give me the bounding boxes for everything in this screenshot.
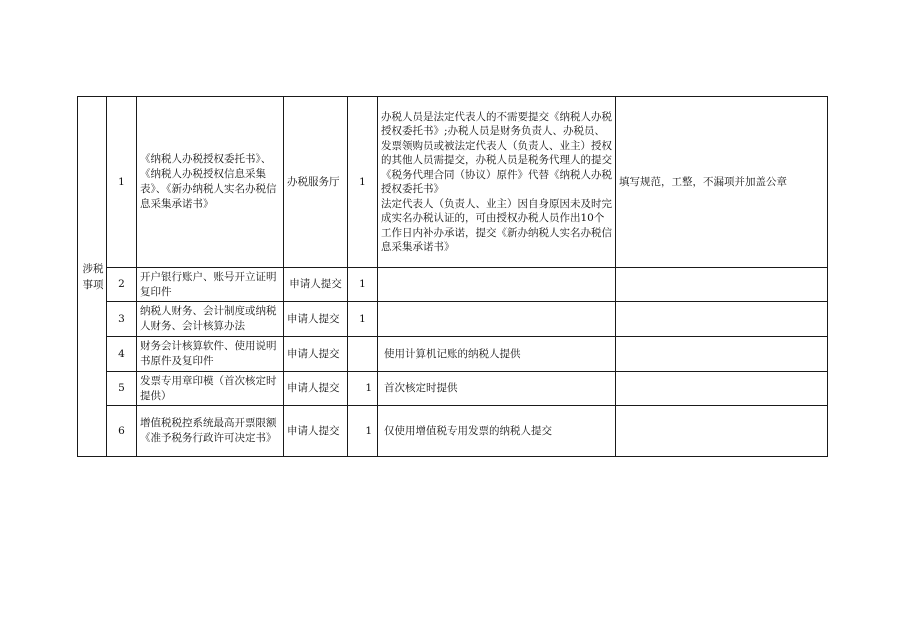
- row-number: 4: [107, 337, 137, 372]
- table-row: [78, 372, 828, 406]
- material-source: 申请人提交: [284, 302, 348, 337]
- requirement-text: [616, 372, 828, 406]
- remark-text: [378, 302, 616, 337]
- table-row: [78, 268, 828, 302]
- row-number: 6: [107, 406, 137, 457]
- material-name: 《纳税人办税授权委托书》、《纳税人办税授权信息采集表》、《新办纳税人实名办税信息采集承诺书》: [137, 97, 284, 268]
- requirement-text: 填写规范，工整，不漏项并加盖公章: [616, 97, 828, 268]
- table-row: [78, 337, 828, 372]
- copies-count: 1: [348, 302, 378, 337]
- copies-count: [348, 337, 378, 372]
- materials-table: [77, 96, 828, 457]
- remark-text: 首次核定时提供: [378, 372, 616, 406]
- group-label: 涉税事项: [82, 262, 104, 291]
- requirement-text: [616, 268, 828, 302]
- requirement-text: [616, 337, 828, 372]
- material-name: 发票专用章印模（首次核定时提供）: [137, 372, 284, 406]
- row-number: 3: [107, 302, 137, 337]
- material-source: 申请人提交: [284, 372, 348, 406]
- copies-count: 1: [348, 406, 378, 457]
- row-number: 1: [107, 97, 137, 268]
- material-name: 开户银行账户、账号开立证明复印件: [137, 268, 284, 302]
- remark-text: 仅使用增值税专用发票的纳税人提交: [378, 406, 616, 457]
- copies-count: 1: [348, 372, 378, 406]
- row-number: 2: [107, 268, 137, 302]
- remark-text: [378, 268, 616, 302]
- material-name: 纳税人财务、会计制度或纳税人财务、会计核算办法: [137, 302, 284, 337]
- copies-count: 1: [348, 268, 378, 302]
- table-row: [78, 406, 828, 457]
- remark-text: 使用计算机记账的纳税人提供: [378, 337, 616, 372]
- remark-text: 办税人员是法定代表人的不需要提交《纳税人办税授权委托书》;办税人员是财务负责人、办税员、发票领购员或被法定代表人（负责人、业主）授权的其他人员需提交，办税人员是税务代理人的提交《税务代理合同（协议）原件》代替《纳税人办税授权委托书》 法定代表人（负责人、业主）因自身原因未及时完成实名办税认证的，可由授权办税人员作出10个工作日内补办承诺，提交《新办纳税人实名办税信息采集承诺书》: [378, 97, 616, 268]
- group-label-cell: [78, 97, 107, 457]
- material-name: 增值税税控系统最高开票限额《准予税务行政许可决定书》: [137, 406, 284, 457]
- material-source: 申请人提交: [284, 268, 348, 302]
- copies-count: 1: [348, 97, 378, 268]
- table-row: [78, 302, 828, 337]
- material-source: 申请人提交: [284, 406, 348, 457]
- requirement-text: [616, 302, 828, 337]
- material-source: 办税服务厅: [284, 97, 348, 268]
- requirement-text: [616, 406, 828, 457]
- material-name: 财务会计核算软件、使用说明书原件及复印件: [137, 337, 284, 372]
- row-number: 5: [107, 372, 137, 406]
- table-row: [78, 97, 828, 268]
- material-source: 申请人提交: [284, 337, 348, 372]
